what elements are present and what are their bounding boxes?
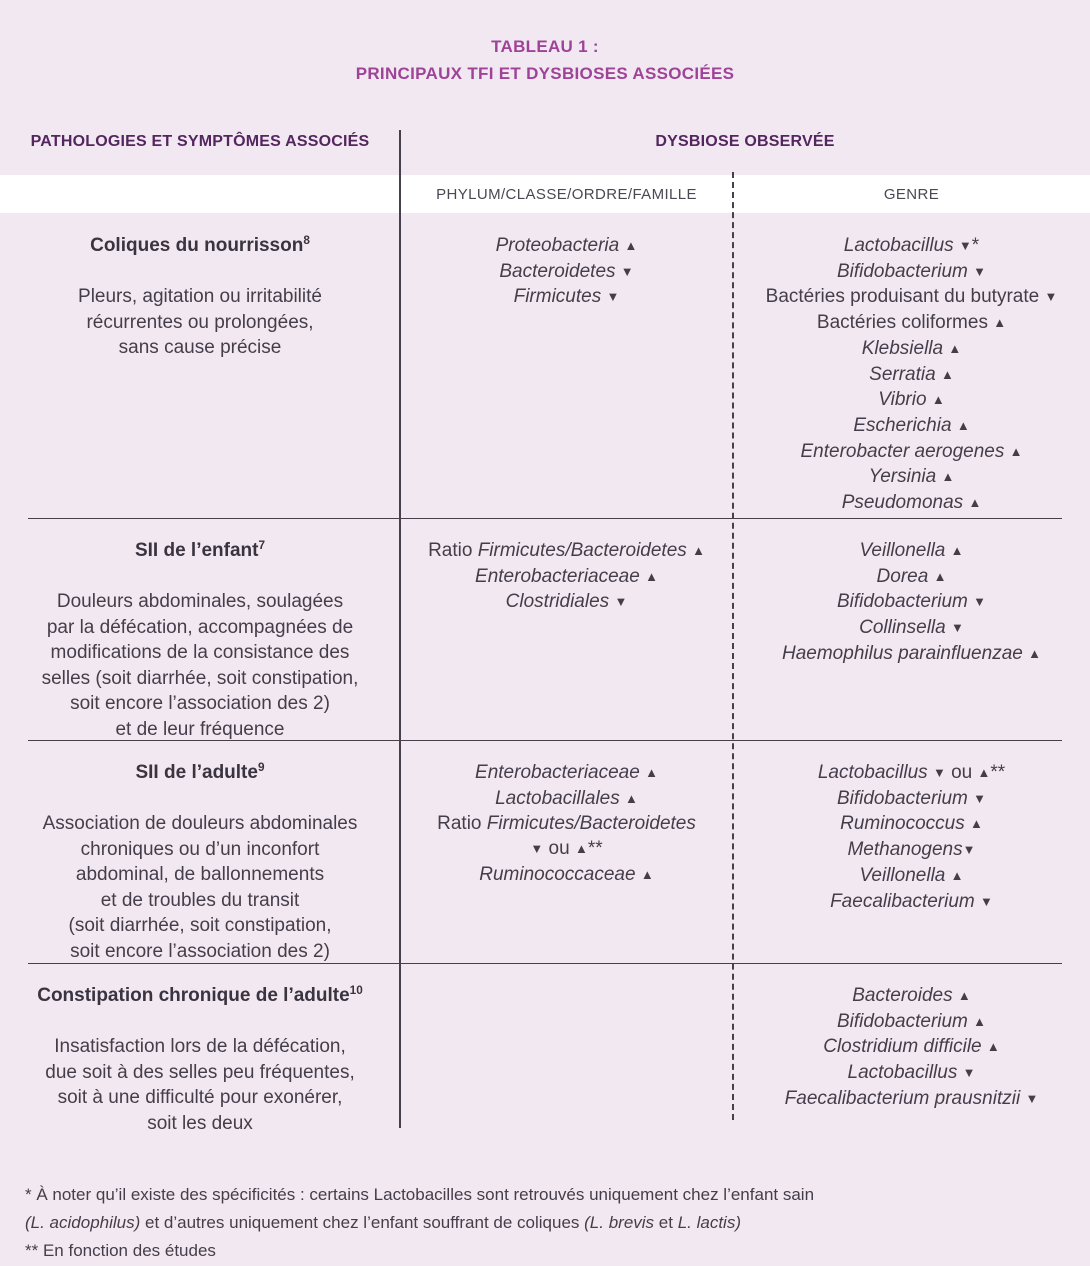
increase-arrow-icon: ▲ <box>692 543 705 558</box>
increase-arrow-icon: ▲ <box>645 568 658 584</box>
decrease-arrow-icon: ▼ <box>932 765 946 780</box>
decrease-arrow-icon: ▼ <box>1025 1090 1039 1106</box>
description-line: soit les deux <box>147 1112 253 1134</box>
phylum-entry: Clostridiales ▼ <box>505 591 628 613</box>
description-line: récurrentes ou prolongées, <box>86 311 314 333</box>
phylum-cell <box>400 518 733 742</box>
increase-arrow-icon: ▲ <box>933 568 947 584</box>
vertical-divider-dashed <box>732 172 734 1120</box>
genre-entry: Dorea ▲ <box>876 565 947 587</box>
footnotes <box>25 1181 1065 1265</box>
increase-arrow-icon: ▲ <box>645 765 658 780</box>
increase-arrow-icon: ▲ <box>986 1039 1000 1055</box>
phylum-entry: Lactobacillales ▲ <box>495 787 638 809</box>
increase-arrow-icon: ▲ <box>956 417 970 433</box>
increase-arrow-icon: ▲ <box>973 1013 987 1029</box>
pathology-cell <box>0 740 400 964</box>
increase-arrow-icon: ▲ <box>950 543 964 558</box>
column-headers <box>0 133 1090 151</box>
genre-cell <box>733 740 1090 964</box>
increase-arrow-icon: ▲ <box>625 790 638 806</box>
reference-superscript: 8 <box>303 234 310 247</box>
description-line: Association de douleurs abdominales <box>42 813 358 834</box>
phylum-entry: Ratio Firmicutes/Bacteroidetes <box>437 813 696 835</box>
pathology-description <box>10 284 390 361</box>
column-header-dysbiose: DYSBIOSE OBSERVÉE <box>655 133 835 150</box>
increase-arrow-icon: ▲ <box>1028 645 1041 661</box>
decrease-arrow-icon: ▼ <box>973 790 987 806</box>
increase-arrow-icon: ▲ <box>574 841 588 857</box>
genre-entry: Lactobacillus ▼ <box>847 1062 976 1084</box>
table-row <box>0 518 1090 740</box>
increase-arrow-icon: ▲ <box>970 816 983 832</box>
decrease-arrow-icon: ▼ <box>962 1065 976 1081</box>
pathology-description <box>10 811 390 964</box>
table-title <box>0 33 1090 87</box>
genre-entry: Vibrio ▲ <box>878 389 945 411</box>
increase-arrow-icon: ▲ <box>624 238 638 253</box>
column-header-pathologies: PATHOLOGIES ET SYMPTÔMES ASSOCIÉS <box>30 133 370 150</box>
footnote-line: ** En fonction des études <box>25 1241 216 1260</box>
description-line: soit encore l’association des 2) <box>70 940 330 962</box>
table-body <box>0 213 1090 1134</box>
pathology-title: Constipation chronique de l’adulte$^{10}$ <box>37 984 363 1006</box>
genre-cell <box>733 213 1090 518</box>
phylum-cell <box>400 213 733 518</box>
genre-cell <box>733 518 1090 742</box>
increase-arrow-icon: ▲ <box>1009 443 1023 459</box>
phylum-cell <box>400 740 733 964</box>
description-line: Douleurs abdominales, soulagées <box>56 591 344 612</box>
decrease-arrow-icon: ▼ <box>620 263 634 279</box>
increase-arrow-icon: ▲ <box>640 866 654 882</box>
genre-entry: Klebsiella ▲ <box>861 337 962 359</box>
genre-entry: Escherichia ▲ <box>853 414 970 436</box>
description-line: sans cause précise <box>118 337 282 358</box>
decrease-arrow-icon: ▼ <box>973 263 987 279</box>
table-row <box>0 963 1090 1134</box>
footnote-line: (L. acidophilus) et d’autres uniquement chez l’enfant souffrant de coliques (L. brevis et L. lactis) <box>25 1213 741 1232</box>
pathology-title: SII de l’adulte$^9$ <box>135 761 265 783</box>
increase-arrow-icon: ▲ <box>957 988 971 1003</box>
genre-entry: Methanogens▼ <box>847 839 976 861</box>
genre-entry: Faecalibacterium ▼ <box>830 890 993 912</box>
increase-arrow-icon: ▲ <box>993 315 1007 331</box>
genre-entry: Bifidobacterium ▼ <box>836 260 987 282</box>
phylum-entry: ▼ ou ▲** <box>530 838 603 860</box>
decrease-arrow-icon: ▼ <box>951 620 964 636</box>
genre-entry: Bifidobacterium ▼ <box>836 787 987 809</box>
increase-arrow-icon: ▲ <box>948 340 962 356</box>
genre-entry: Collinsella ▼ <box>859 617 964 639</box>
increase-arrow-icon: ▲ <box>931 392 945 408</box>
table-title-line1: TABLEAU 1 : <box>491 37 599 56</box>
genre-entry: Yersinia ▲ <box>868 466 955 488</box>
subheader-band <box>0 175 1090 213</box>
description-line: (soit diarrhée, soit constipation, <box>68 915 332 936</box>
increase-arrow-icon: ▲ <box>941 469 955 485</box>
decrease-arrow-icon: ▼ <box>962 842 976 858</box>
genre-entry: Bifidobacterium ▼ <box>836 591 987 613</box>
pathology-description <box>10 589 390 742</box>
phylum-entry: Enterobacteriaceae ▲ <box>475 762 658 783</box>
genre-entry: Lactobacillus ▼ ou ▲** <box>817 762 1006 783</box>
increase-arrow-icon: ▲ <box>950 867 964 883</box>
reference-superscript: 10 <box>349 984 363 997</box>
pathology-title: Coliques du nourrisson$^8$ <box>90 234 310 256</box>
description-line: soit à une difficulté pour exonérer, <box>57 1087 343 1108</box>
table-row <box>0 740 1090 963</box>
description-line: chroniques ou d’un inconfort <box>80 838 320 860</box>
increase-arrow-icon: ▲ <box>977 765 991 780</box>
pathology-title: SII de l’enfant$^7$ <box>134 539 266 561</box>
footnote-line: * À noter qu’il existe des spécificités : certains Lactobacilles sont retrouvés uniquement chez l’enfant sain <box>25 1185 815 1204</box>
phylum-entry: Firmicutes ▼ <box>513 286 620 308</box>
reference-superscript: 7 <box>258 539 266 552</box>
pathology-cell <box>0 518 400 742</box>
genre-entry: Veillonella ▲ <box>859 540 964 561</box>
decrease-arrow-icon: ▼ <box>614 594 628 610</box>
genre-entry: Pseudomonas ▲ <box>841 492 982 514</box>
description-line: due soit à des selles peu fréquentes, <box>45 1061 355 1083</box>
genre-entry: Ruminococcus ▲ <box>840 813 983 835</box>
description-line: selles (soit diarrhée, soit constipation, <box>41 667 359 689</box>
decrease-arrow-icon: ▼ <box>1044 289 1058 305</box>
phylum-entry: Bacteroidetes ▼ <box>499 260 634 282</box>
description-line: et de troubles du transit <box>100 889 300 911</box>
description-line: Pleurs, agitation ou irritabilité <box>78 286 322 307</box>
decrease-arrow-icon: ▼ <box>980 893 993 909</box>
subheader-phylum: PHYLUM/CLASSE/ORDRE/FAMILLE <box>436 185 697 203</box>
genre-entry: Lactobacillus ▼* <box>843 235 980 256</box>
genre-entry: Veillonella ▲ <box>859 864 964 886</box>
decrease-arrow-icon: ▼ <box>973 594 987 610</box>
table-title-line2: PRINCIPAUX TFI ET DYSBIOSES ASSOCIÉES <box>355 64 735 83</box>
decrease-arrow-icon: ▼ <box>530 841 544 857</box>
description-line: abdominal, de ballonnements <box>75 864 325 885</box>
pathology-cell <box>0 213 400 518</box>
decrease-arrow-icon: ▼ <box>606 289 620 305</box>
genre-entry: Clostridium difficile ▲ <box>823 1036 1000 1058</box>
genre-entry: Bifidobacterium ▲ <box>836 1010 987 1032</box>
description-line: Insatisfaction lors de la défécation, <box>54 1036 346 1057</box>
genre-cell <box>733 963 1090 1136</box>
genre-entry: Enterobacter aerogenes ▲ <box>800 440 1023 462</box>
genre-entry: Faecalibacterium prausnitzii ▼ <box>784 1087 1039 1109</box>
genre-entry: Haemophilus parainfluenzae ▲ <box>782 642 1041 664</box>
description-line: modifications de la consistance des <box>50 642 350 663</box>
vertical-divider-solid <box>399 130 401 1128</box>
genre-entry: Bactéries produisant du butyrate ▼ <box>765 286 1058 308</box>
phylum-entry: Enterobacteriaceae ▲ <box>475 565 658 587</box>
phylum-entry: Ratio Firmicutes/Bacteroidetes ▲ <box>428 540 705 561</box>
decrease-arrow-icon: ▼ <box>958 238 972 253</box>
increase-arrow-icon: ▲ <box>940 366 954 382</box>
pathology-description <box>10 1034 390 1136</box>
phylum-entry: Ruminococcaceae ▲ <box>479 863 654 885</box>
description-line: par la défécation, accompagnées de <box>46 616 354 638</box>
genre-entry: Bacteroides ▲ <box>852 985 971 1006</box>
description-line: et de leur fréquence <box>115 718 285 740</box>
phylum-cell <box>400 963 733 1136</box>
reference-superscript: 9 <box>257 761 265 774</box>
increase-arrow-icon: ▲ <box>968 495 982 511</box>
description-line: soit encore l’association des 2) <box>70 693 330 714</box>
subheader-genre: GENRE <box>883 185 940 203</box>
pathology-cell <box>0 963 400 1136</box>
table-row <box>0 213 1090 518</box>
phylum-entry: Proteobacteria ▲ <box>495 235 638 256</box>
genre-entry: Bactéries coliformes ▲ <box>816 312 1007 334</box>
genre-entry: Serratia ▲ <box>869 363 954 385</box>
